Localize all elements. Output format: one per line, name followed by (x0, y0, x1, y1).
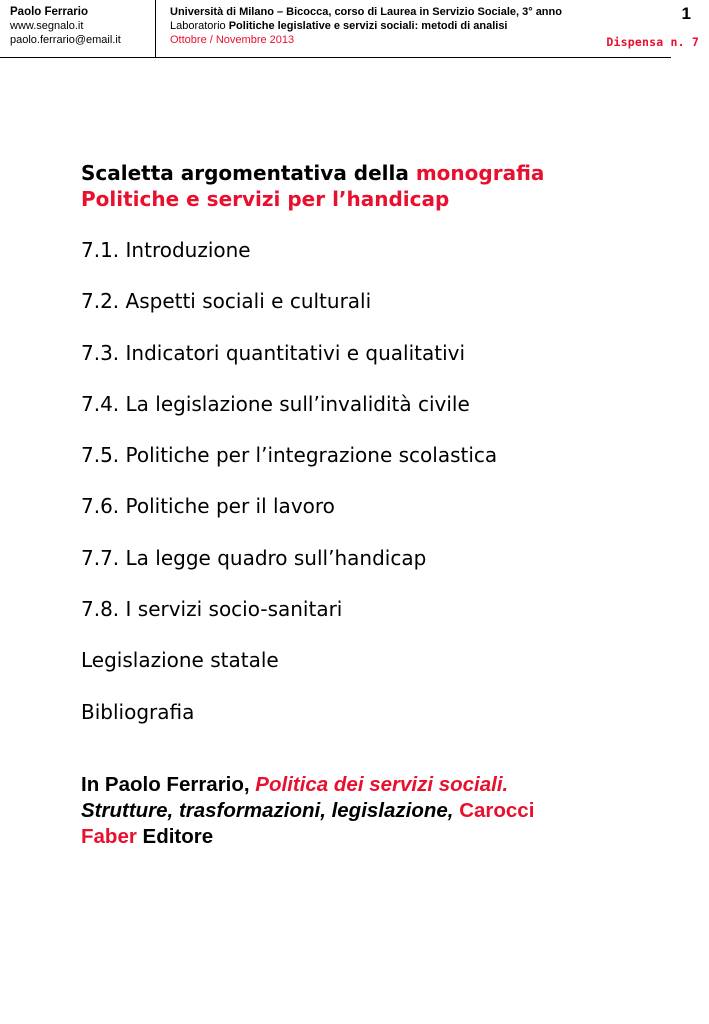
page-title (81, 160, 681, 212)
author-block (10, 5, 150, 47)
author-website[interactable]: www.segnalo.it (10, 20, 84, 32)
course-block (170, 5, 640, 47)
lab-prefix: Laboratorio (170, 20, 229, 32)
page-number: 1 (681, 4, 691, 23)
toc-item: 7.6. Politiche per il lavoro (81, 494, 335, 519)
citation-line-3 (81, 824, 681, 850)
book-title: Politica dei servizi sociali. (255, 773, 509, 796)
citation-line-2 (81, 798, 681, 824)
publisher-part-1: Carocci (459, 799, 535, 822)
citation-prefix: In Paolo Ferrario, (81, 773, 256, 796)
header-rule (0, 57, 671, 58)
period-line: Ottobre / Novembre 2013 (170, 34, 295, 46)
title-black-part: Scaletta argomentativa della (81, 161, 416, 185)
dispensa-label: Dispensa n. 7 (606, 35, 699, 49)
toc-item: Legislazione statale (81, 648, 279, 673)
toc-item: 7.3. Indicatori quantitativi e qualitativi (81, 340, 466, 365)
toc-item: 7.7. La legge quadro sull’handicap (81, 545, 427, 570)
title-line-1 (81, 160, 681, 186)
toc-item: Bibliografia (81, 699, 195, 724)
university-line: Università di Milano – Bicocca, corso di Laurea in Servizio Sociale, 3° anno (170, 6, 562, 18)
author-name: Paolo Ferrario (10, 6, 88, 18)
book-citation (81, 772, 681, 850)
lab-title: Politiche legislative e servizi sociali: metodi di analisi (228, 20, 508, 32)
publisher-part-2: Faber (81, 825, 137, 848)
lab-line (170, 19, 640, 33)
author-email[interactable]: paolo.ferrario@email.it (10, 34, 121, 46)
book-subtitle: Strutture, trasformazioni, legislazione, (81, 799, 454, 822)
toc-item: 7.8. I servizi socio-sanitari (81, 597, 343, 622)
citation-line-1 (81, 772, 681, 798)
page-header (0, 0, 709, 58)
publisher-part-3: Editore (142, 825, 214, 848)
header-divider (155, 0, 156, 58)
toc-item: 7.2. Aspetti sociali e culturali (81, 289, 372, 314)
title-red-part: monografia (415, 161, 545, 185)
table-of-contents (81, 235, 681, 748)
toc-item: 7.5. Politiche per l’integrazione scolastica (81, 443, 498, 468)
toc-item: 7.4. La legislazione sull’invalidità civile (81, 391, 470, 416)
toc-item: 7.1. Introduzione (81, 238, 251, 262)
title-line-2: Politiche e servizi per l’handicap (81, 187, 450, 211)
